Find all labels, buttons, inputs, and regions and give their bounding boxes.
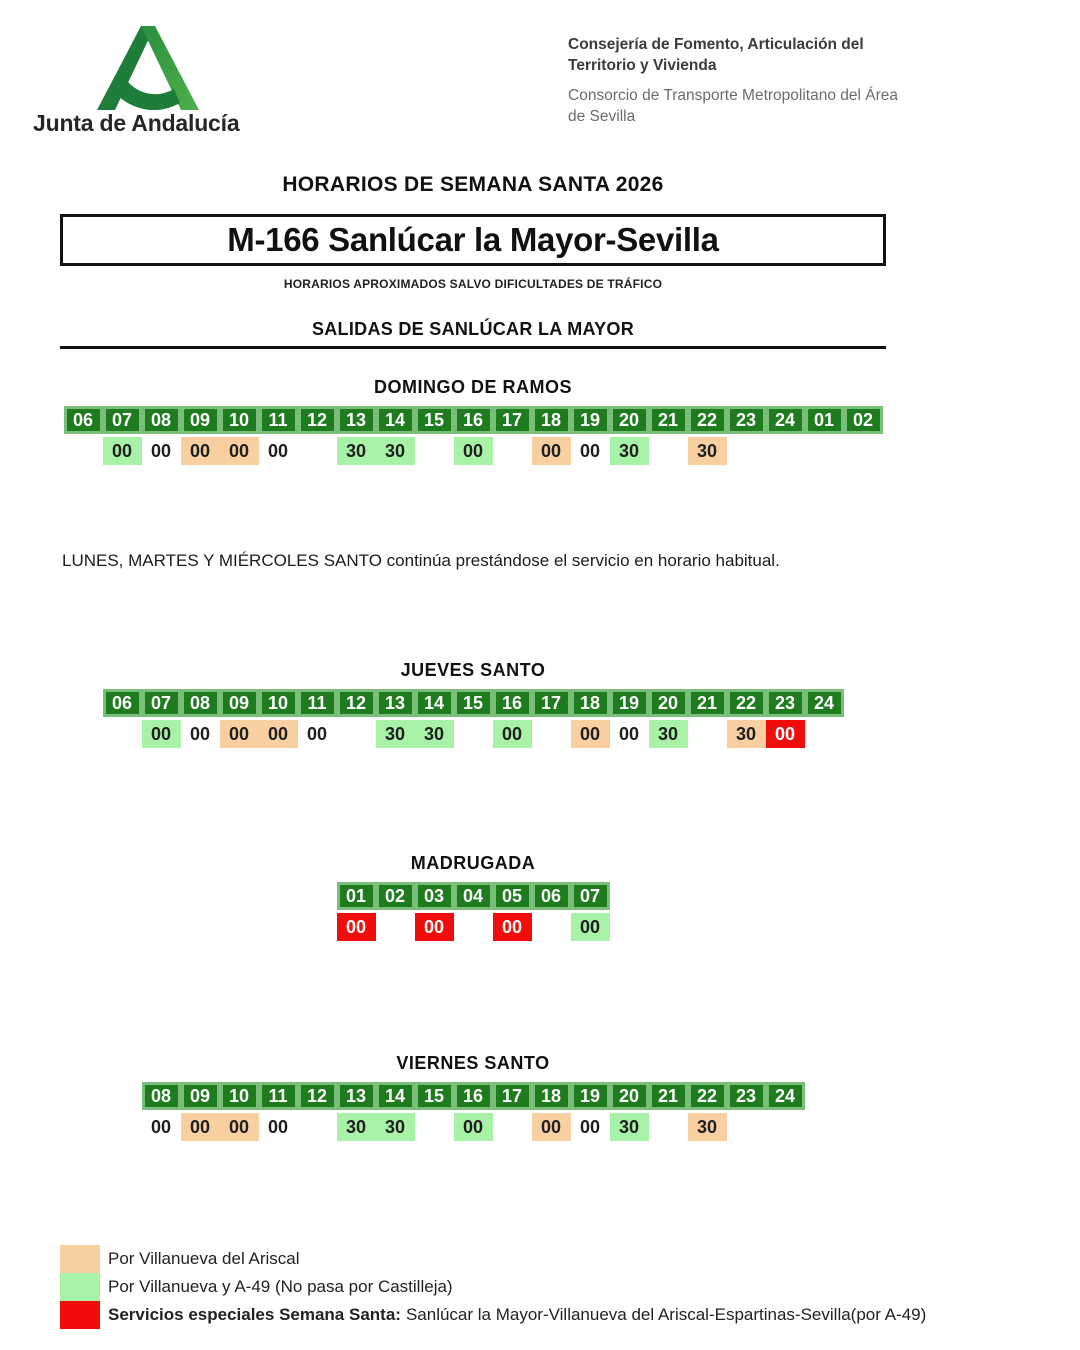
minute-cell: 00 xyxy=(579,440,601,461)
minute-cell: 30 xyxy=(688,437,727,465)
minute-cell xyxy=(532,913,571,941)
minute-cell: 00 xyxy=(579,1116,601,1137)
minute-cell xyxy=(766,1113,805,1141)
timetable-domingo-de-ramos xyxy=(60,377,886,465)
legend xyxy=(60,1245,927,1329)
minute-cell xyxy=(298,1113,337,1141)
hour-cell: 12 xyxy=(298,1082,337,1110)
minute-cell xyxy=(454,720,493,748)
minute-cell: 30 xyxy=(727,720,766,748)
minute-cell: 30 xyxy=(376,437,415,465)
legend-swatch-red xyxy=(60,1301,100,1329)
section-divider xyxy=(60,346,886,349)
hour-cell: 07 xyxy=(103,406,142,434)
timetable-grid xyxy=(64,406,883,465)
consejeria-title: Consejería de Fomento, Articulación del Territorio y Vivienda xyxy=(568,36,864,74)
minute-cell: 00 xyxy=(150,1116,172,1137)
minute-cell: 00 xyxy=(306,723,328,744)
hour-cell: 23 xyxy=(727,406,766,434)
hour-cell: 22 xyxy=(688,406,727,434)
minute-cell: 00 xyxy=(415,913,454,941)
disclaimer-text: HORARIOS APROXIMADOS SALVO DIFICULTADES DE TRÁFICO xyxy=(283,277,663,291)
main-column xyxy=(60,0,927,1329)
timetable-title: DOMINGO DE RAMOS xyxy=(373,377,572,397)
hour-cell: 15 xyxy=(415,406,454,434)
hour-cell: 19 xyxy=(571,406,610,434)
minute-cell xyxy=(844,437,883,465)
minute-cell xyxy=(376,913,415,941)
consorcio-subtitle: Consorcio de Transporte Metropolitano del Área de Sevilla xyxy=(568,87,898,125)
minute-cell: 00 xyxy=(267,1116,289,1137)
minute-cell: 00 xyxy=(454,1113,493,1141)
hour-cell: 12 xyxy=(337,689,376,717)
hour-cell: 09 xyxy=(181,406,220,434)
hour-cell: 05 xyxy=(493,882,532,910)
minute-cell xyxy=(298,437,337,465)
legend-label: Servicios especiales Semana Santa: Sanlúcar la Mayor-Villanueva del Ariscal-Espartinas-Sevilla(por A-49) xyxy=(108,1305,927,1324)
minute-cell: 00 xyxy=(337,913,376,941)
hour-cell: 07 xyxy=(571,882,610,910)
hour-cell: 14 xyxy=(415,689,454,717)
hour-cell: 13 xyxy=(337,406,376,434)
minute-cell: 30 xyxy=(337,437,376,465)
minute-cell: 00 xyxy=(493,720,532,748)
legend-row xyxy=(60,1301,927,1329)
hour-cell: 16 xyxy=(454,406,493,434)
hour-cell: 01 xyxy=(805,406,844,434)
minute-cell: 00 xyxy=(532,437,571,465)
hour-cell: 10 xyxy=(259,689,298,717)
timetable-grid xyxy=(337,882,610,941)
legend-label: Por Villanueva del Ariscal xyxy=(108,1249,300,1268)
timetable-viernes-santo xyxy=(60,1053,886,1141)
hour-cell: 06 xyxy=(532,882,571,910)
hour-cell: 02 xyxy=(844,406,883,434)
legend-row xyxy=(60,1273,886,1301)
minute-cell: 00 xyxy=(454,437,493,465)
timetable-title: VIERNES SANTO xyxy=(396,1053,550,1073)
hour-cell: 15 xyxy=(415,1082,454,1110)
hour-cell: 23 xyxy=(727,1082,766,1110)
hour-cell: 16 xyxy=(454,1082,493,1110)
hour-cell: 11 xyxy=(259,1082,298,1110)
hour-cell: 22 xyxy=(688,1082,727,1110)
minute-cell xyxy=(805,437,844,465)
minute-cell: 00 xyxy=(181,1113,220,1141)
hour-cell: 17 xyxy=(532,689,571,717)
hour-cell: 20 xyxy=(610,1082,649,1110)
legend-swatch-orange xyxy=(60,1245,100,1273)
minute-cell xyxy=(415,1113,454,1141)
minute-cell: 30 xyxy=(610,1113,649,1141)
timetable-madrugada xyxy=(60,853,886,941)
hour-cell: 04 xyxy=(454,882,493,910)
hour-cell: 07 xyxy=(142,689,181,717)
minute-cell xyxy=(103,720,142,748)
minute-cell xyxy=(415,437,454,465)
hour-cell: 19 xyxy=(610,689,649,717)
minute-cell: 00 xyxy=(150,440,172,461)
minute-cell: 00 xyxy=(618,723,640,744)
page-title: HORARIOS DE SEMANA SANTA 2026 xyxy=(282,173,664,196)
timetable-jueves-santo xyxy=(60,660,886,748)
hour-cell: 06 xyxy=(103,689,142,717)
legend-label: Por Villanueva y A-49 (No pasa por Castilleja) xyxy=(108,1277,453,1296)
hour-cell: 08 xyxy=(142,1082,181,1110)
minute-cell: 30 xyxy=(415,720,454,748)
section-title: SALIDAS DE SANLÚCAR LA MAYOR xyxy=(311,319,635,339)
hour-cell: 10 xyxy=(220,1082,259,1110)
minute-cell xyxy=(337,720,376,748)
hour-cell: 20 xyxy=(649,689,688,717)
hour-cell: 18 xyxy=(532,406,571,434)
minute-cell: 30 xyxy=(376,720,415,748)
minute-cell: 00 xyxy=(220,1113,259,1141)
hour-cell: 24 xyxy=(805,689,844,717)
hour-cell: 06 xyxy=(64,406,103,434)
route-title: M-166 Sanlúcar la Mayor-Sevilla xyxy=(227,221,719,258)
timetable-grid xyxy=(103,689,844,748)
minute-cell xyxy=(688,720,727,748)
hour-cell: 18 xyxy=(532,1082,571,1110)
hour-cell: 13 xyxy=(337,1082,376,1110)
minute-cell: 00 xyxy=(220,437,259,465)
hour-cell: 14 xyxy=(376,406,415,434)
minute-cell: 00 xyxy=(259,720,298,748)
minute-cell xyxy=(454,913,493,941)
hour-cell: 03 xyxy=(415,882,454,910)
minute-cell: 00 xyxy=(181,437,220,465)
hour-cell: 12 xyxy=(298,406,337,434)
weekday-service-note: LUNES, MARTES Y MIÉRCOLES SANTO continúa prestándose el servicio en horario habitual. xyxy=(62,551,780,570)
hour-cell: 08 xyxy=(142,406,181,434)
hour-cell: 15 xyxy=(454,689,493,717)
hour-cell: 22 xyxy=(727,689,766,717)
hour-cell: 14 xyxy=(376,1082,415,1110)
hour-cell: 21 xyxy=(649,1082,688,1110)
hour-cell: 24 xyxy=(766,406,805,434)
minute-cell: 00 xyxy=(189,723,211,744)
hour-cell: 13 xyxy=(376,689,415,717)
minute-cell: 00 xyxy=(267,440,289,461)
minute-cell: 00 xyxy=(103,437,142,465)
minute-cell: 30 xyxy=(376,1113,415,1141)
route-title-box xyxy=(60,214,886,266)
hour-cell: 17 xyxy=(493,1082,532,1110)
minute-cell: 30 xyxy=(610,437,649,465)
hour-cell: 11 xyxy=(298,689,337,717)
timetable-title: JUEVES SANTO xyxy=(400,660,546,680)
minute-cell: 00 xyxy=(571,720,610,748)
timetable-grid xyxy=(142,1082,805,1141)
hour-cell: 18 xyxy=(571,689,610,717)
minute-cell xyxy=(727,437,766,465)
legend-row xyxy=(60,1245,886,1273)
minute-cell xyxy=(493,1113,532,1141)
minute-cell: 00 xyxy=(220,720,259,748)
hour-cell: 01 xyxy=(337,882,376,910)
minute-cell: 30 xyxy=(649,720,688,748)
minute-cell: 30 xyxy=(688,1113,727,1141)
hour-cell: 09 xyxy=(220,689,259,717)
minute-cell xyxy=(766,437,805,465)
hour-cell: 09 xyxy=(181,1082,220,1110)
minute-cell xyxy=(727,1113,766,1141)
hour-cell: 08 xyxy=(181,689,220,717)
minute-cell: 00 xyxy=(532,1113,571,1141)
minute-cell: 00 xyxy=(766,720,805,748)
hour-cell: 21 xyxy=(649,406,688,434)
hour-cell: 17 xyxy=(493,406,532,434)
legend-swatch-green xyxy=(60,1273,100,1301)
hour-cell: 21 xyxy=(688,689,727,717)
hour-cell: 19 xyxy=(571,1082,610,1110)
minute-cell: 00 xyxy=(142,720,181,748)
minute-cell xyxy=(649,1113,688,1141)
hour-cell: 11 xyxy=(259,406,298,434)
hour-cell: 10 xyxy=(220,406,259,434)
junta-logo-text: Junta de Andalucía xyxy=(33,110,240,136)
hour-cell: 23 xyxy=(766,689,805,717)
minute-cell xyxy=(64,437,103,465)
minute-cell xyxy=(649,437,688,465)
minute-cell xyxy=(493,437,532,465)
minute-cell xyxy=(805,720,844,748)
hour-cell: 20 xyxy=(610,406,649,434)
minute-cell: 00 xyxy=(571,913,610,941)
hour-cell: 24 xyxy=(766,1082,805,1110)
hour-cell: 16 xyxy=(493,689,532,717)
hour-cell: 02 xyxy=(376,882,415,910)
minute-cell xyxy=(532,720,571,748)
minute-cell: 30 xyxy=(337,1113,376,1141)
minute-cell: 00 xyxy=(493,913,532,941)
timetable-title: MADRUGADA xyxy=(410,853,536,873)
